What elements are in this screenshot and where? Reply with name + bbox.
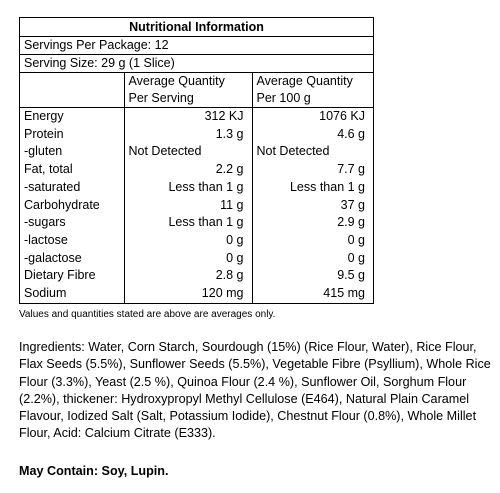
value-per-100g: 415 mg xyxy=(252,285,373,303)
value-per-100g: Less than 1 g xyxy=(252,179,373,197)
footnote: Values and quantities stated are above are averages only. xyxy=(19,309,276,320)
header-per-100g-line2: Per 100 g xyxy=(256,91,311,105)
value-per-100g: 1076 KJ xyxy=(252,108,373,126)
value-per-serving: Less than 1 g xyxy=(124,214,252,232)
table-row xyxy=(20,197,373,215)
value-per-serving: 11 g xyxy=(124,197,252,215)
header-per-serving-line1: Average Quantity xyxy=(128,74,225,88)
table-row xyxy=(20,214,373,232)
header-per-100g-line1: Average Quantity xyxy=(256,74,353,88)
table-row xyxy=(20,285,373,303)
value-per-serving: Not Detected xyxy=(124,143,252,161)
table-row xyxy=(20,143,373,161)
nutrient-label: -lactose xyxy=(24,232,68,247)
value-per-100g: 9.5 g xyxy=(252,267,373,285)
nutrient-label: Dietary Fibre xyxy=(24,268,96,283)
panel-title: Nutritional Information xyxy=(20,18,373,37)
table-header-row xyxy=(20,73,373,108)
value-per-serving: Less than 1 g xyxy=(124,179,252,197)
nutrition-table xyxy=(20,73,373,303)
value-per-100g: 2.9 g xyxy=(252,214,373,232)
nutrient-label: -gluten xyxy=(24,144,63,159)
servings-per-package: Servings Per Package: 12 xyxy=(20,37,373,55)
nutrient-label: Fat, total xyxy=(24,162,73,177)
nutrient-label: Carbohydrate xyxy=(24,197,100,212)
header-per-serving xyxy=(124,73,252,108)
table-row xyxy=(20,250,373,268)
nutrition-panel xyxy=(19,17,374,304)
nutrient-label: Protein xyxy=(24,126,64,141)
header-per-serving-line2: Per Serving xyxy=(128,91,194,105)
nutrient-label: Energy xyxy=(24,109,64,123)
value-per-serving: 2.8 g xyxy=(124,267,252,285)
nutrient-label: -galactose xyxy=(24,250,82,265)
header-per-100g xyxy=(252,73,373,108)
table-row xyxy=(20,232,373,250)
nutrient-label: -sugars xyxy=(24,215,66,230)
value-per-serving: 0 g xyxy=(124,232,252,250)
value-per-serving: 1.3 g xyxy=(124,126,252,144)
value-per-serving: 2.2 g xyxy=(124,161,252,179)
may-contain-text: May Contain: Soy, Lupin. xyxy=(19,464,169,478)
value-per-100g: 0 g xyxy=(252,232,373,250)
table-row xyxy=(20,267,373,285)
value-per-100g: 37 g xyxy=(252,197,373,215)
serving-size: Serving Size: 29 g (1 Slice) xyxy=(20,55,373,73)
value-per-serving: 120 mg xyxy=(124,285,252,303)
value-per-100g: 4.6 g xyxy=(252,126,373,144)
header-blank xyxy=(20,73,124,108)
value-per-100g: 7.7 g xyxy=(252,161,373,179)
nutrient-label: -saturated xyxy=(24,179,81,194)
nutrient-label: Sodium xyxy=(24,286,67,301)
ingredients-text: Ingredients: Water, Corn Starch, Sourdough (15%) (Rice Flour, Water), Rice Flour, Flax Seeds (5.5%), Sunflower Seeds (5.5%), Vegetable Fibre (Psyllium), Whole Rice Flour (3.3%), Yeast (2.5 %), Quinoa Flour (2.4 %), Sunflower Oil, Sorghum Flour (2.2%), thickener: Hydroxypropyl Methyl Cellulose (E464), Natural Plain Caramel Flavour, Iodized Salt (Salt, Potassium Iodide), Chestnut Flour (0.8%), Whole Millet Flour, Acid: Calcium Citrate (E333). xyxy=(19,340,491,441)
table-row xyxy=(20,126,373,144)
value-per-serving: 312 KJ xyxy=(124,108,252,126)
table-row xyxy=(20,161,373,179)
table-row xyxy=(20,108,373,126)
value-per-100g: 0 g xyxy=(252,250,373,268)
value-per-100g: Not Detected xyxy=(252,143,373,161)
value-per-serving: 0 g xyxy=(124,250,252,268)
table-row xyxy=(20,179,373,197)
